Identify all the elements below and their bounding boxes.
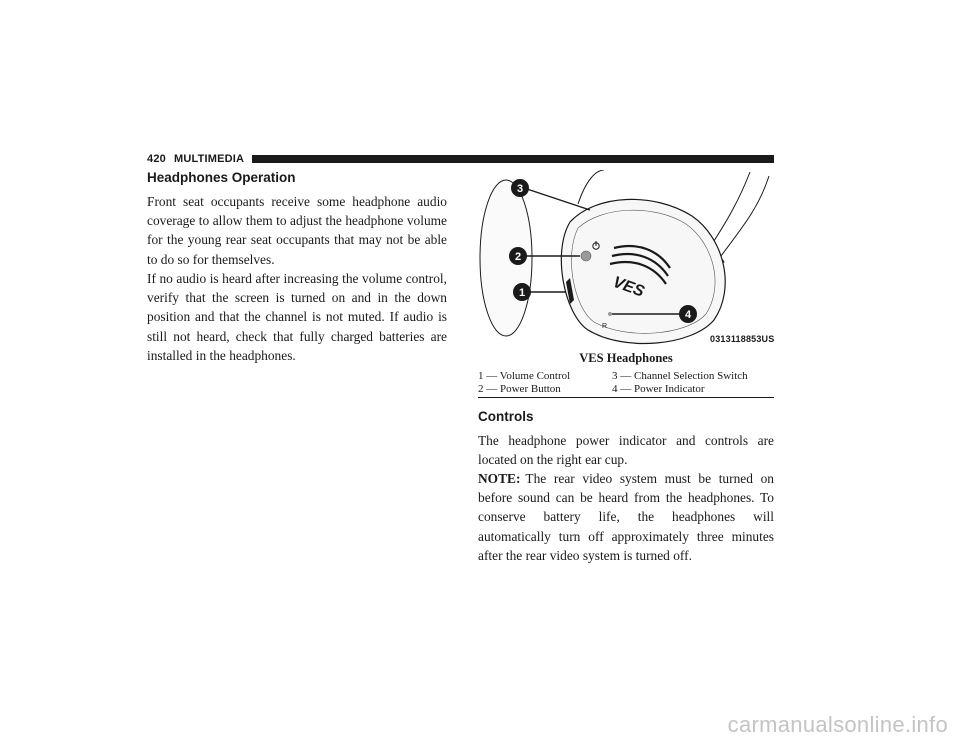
paragraph-front-seat: Front seat occupants receive some headphone audio coverage to allow them to adjust the headphone volume for the young rear seat occupants that may not be able to do so for themselves. (147, 194, 447, 267)
figure-caption: VES Headphones (579, 351, 673, 365)
right-ear-cup (561, 199, 725, 343)
headband (578, 170, 604, 204)
paragraph-controls: The headphone power indicator and controls are located on the right ear cup. (478, 433, 774, 468)
legend-item-2: 2 — Power Button (478, 383, 561, 395)
page-number: 420 (147, 153, 166, 165)
page-header (147, 152, 774, 166)
section-title: MULTIMEDIA (173, 153, 245, 165)
headphones-illustration (478, 170, 774, 346)
note-text: The rear video system must be turned on before sound can be heard from the headphones. To conserve battery life, the headphones will automatically turn off approximately three minutes after the rear video system is turned off. (478, 471, 774, 563)
figure-code: 0313118853US (710, 334, 775, 344)
note-label: NOTE: (478, 471, 521, 486)
heading-controls: Controls (478, 409, 534, 424)
power-button (581, 251, 591, 261)
headband-inner (708, 172, 750, 250)
callout-3: 3 (516, 183, 524, 195)
note-paragraph (478, 469, 774, 565)
header-rule (252, 155, 774, 163)
callout-4: 4 (684, 309, 692, 321)
legend-item-1: 1 — Volume Control (478, 370, 571, 382)
legend-row (478, 383, 774, 396)
legend-item-3: 3 — Channel Selection Switch (612, 370, 748, 382)
watermark: carmanualsonline.info (727, 712, 948, 737)
ves-logo: VES (610, 273, 647, 301)
legend-item-4: 4 — Power Indicator (612, 383, 705, 395)
paragraph-no-audio: If no audio is heard after increasing the volume control, verify that the screen is turned on and in the down position and that the channel is not muted. If audio is still not heard, check that fully charged batteries are installed in the headphones. (147, 271, 447, 363)
figure-legend (478, 370, 774, 396)
power-indicator (608, 312, 612, 316)
legend-rule (478, 397, 774, 398)
svg-text:R: R (602, 323, 608, 330)
callout-2: 2 (514, 251, 522, 263)
callout-1: 1 (518, 287, 526, 299)
legend-row (478, 370, 774, 383)
heading-headphones-operation: Headphones Operation (147, 170, 296, 185)
